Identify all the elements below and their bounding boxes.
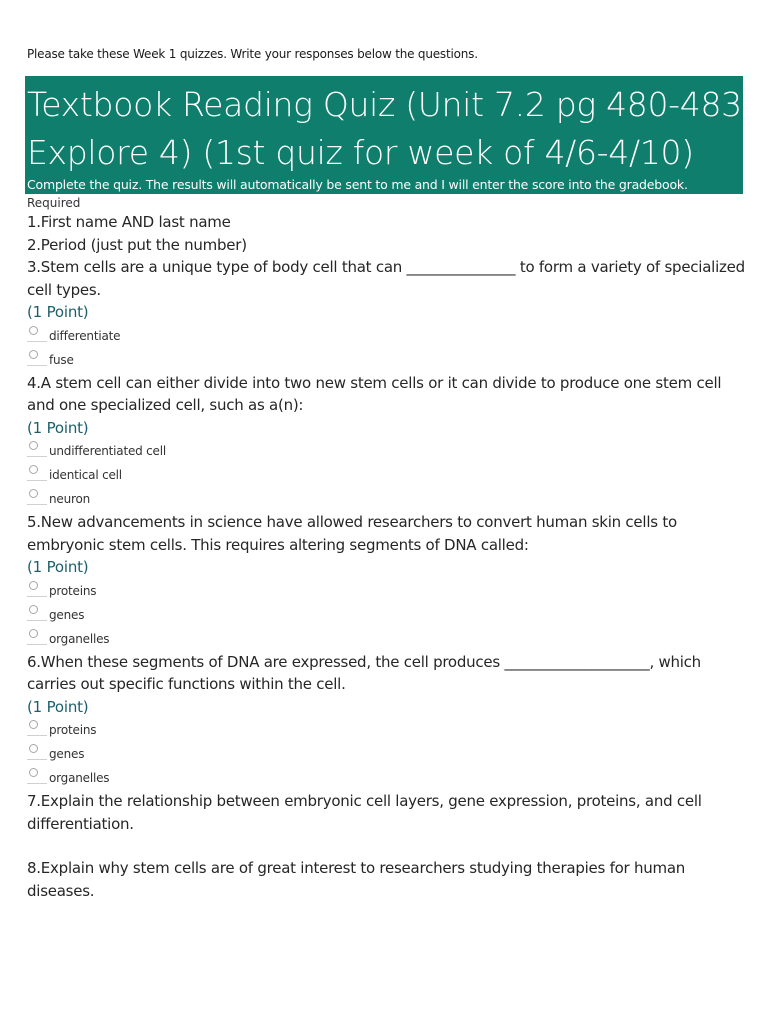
option-organelles[interactable]	[27, 627, 747, 651]
radio-button[interactable]	[29, 465, 38, 474]
quiz-title-line-1: Textbook Reading Quiz (Unit 7.2 pg 480-483	[27, 85, 742, 124]
radio-button[interactable]	[29, 489, 38, 498]
option-label: proteins	[49, 583, 97, 598]
question-3-options	[27, 324, 747, 372]
option-undifferentiated-cell[interactable]	[27, 439, 747, 463]
question-3: 3.Stem cells are a unique type of body cell that can _______________ to form a variety of specialized cell types.	[27, 258, 745, 299]
option-label: undifferentiated cell	[49, 444, 167, 458]
question-1: 1.First name AND last name	[27, 213, 231, 231]
option-label: differentiate	[49, 328, 121, 343]
radio-button[interactable]	[29, 744, 38, 753]
radio-button[interactable]	[29, 326, 38, 335]
question-8: 8.Explain why stem cells are of great interest to researchers studying therapies for human diseases.	[27, 859, 686, 900]
question-7: 7.Explain the relationship between embryonic cell layers, gene expression, proteins, and cell differentiation.	[27, 792, 702, 833]
radio-button[interactable]	[29, 605, 38, 614]
question-5: 5.New advancements in science have allowed researchers to convert human skin cells to embryonic stem cells. This requires altering segments of DNA called:	[27, 513, 677, 554]
quiz-title	[27, 81, 743, 177]
quiz-description: Complete the quiz. The results will automatically be sent to me and I will enter the score into the gradebook.	[27, 177, 688, 192]
quiz-title-line-2: Explore 4) (1st quiz for week of 4/6-4/10)	[27, 133, 694, 172]
option-genes[interactable]	[27, 603, 747, 627]
option-label: neuron	[49, 492, 91, 506]
question-4-options	[27, 439, 747, 511]
radio-button[interactable]	[29, 441, 38, 450]
option-fuse[interactable]	[27, 348, 747, 372]
option-identical-cell[interactable]	[27, 463, 747, 487]
radio-button[interactable]	[29, 768, 38, 777]
question-list	[27, 211, 747, 902]
question-4-points: (1 Point)	[27, 418, 89, 437]
option-label: organelles	[49, 631, 110, 646]
question-5-options	[27, 579, 747, 651]
option-label: organelles	[49, 771, 110, 785]
required-label: Required	[27, 196, 81, 210]
option-differentiate[interactable]	[27, 324, 747, 348]
option-label: genes	[49, 747, 85, 761]
question-4: 4.A stem cell can either divide into two new stem cells or it can divide to produce one stem cell and one specialized cell, such as a(n):	[27, 373, 722, 414]
question-6-options	[27, 718, 747, 790]
option-genes[interactable]	[27, 742, 747, 766]
instructions-text: Please take these Week 1 quizzes. Write your responses below the questions.	[27, 47, 478, 61]
radio-button[interactable]	[29, 720, 38, 729]
radio-button[interactable]	[29, 581, 38, 590]
question-5-points: (1 Point)	[27, 558, 89, 576]
option-proteins[interactable]	[27, 718, 747, 742]
option-label: genes	[49, 607, 85, 622]
option-proteins[interactable]	[27, 579, 747, 603]
option-neuron[interactable]	[27, 487, 747, 511]
quiz-header-banner	[25, 76, 743, 194]
option-label: identical cell	[49, 468, 122, 482]
radio-button[interactable]	[29, 629, 38, 638]
option-organelles[interactable]	[27, 766, 747, 790]
question-6-points: (1 Point)	[27, 697, 89, 716]
option-label: proteins	[49, 723, 97, 737]
radio-button[interactable]	[29, 350, 38, 359]
question-6: 6.When these segments of DNA are expressed, the cell produces ____________________, which carries out specific functions within the cell.	[27, 652, 701, 693]
question-2: 2.Period (just put the number)	[27, 235, 247, 254]
question-3-points: (1 Point)	[27, 303, 89, 321]
option-label: fuse	[49, 352, 74, 367]
